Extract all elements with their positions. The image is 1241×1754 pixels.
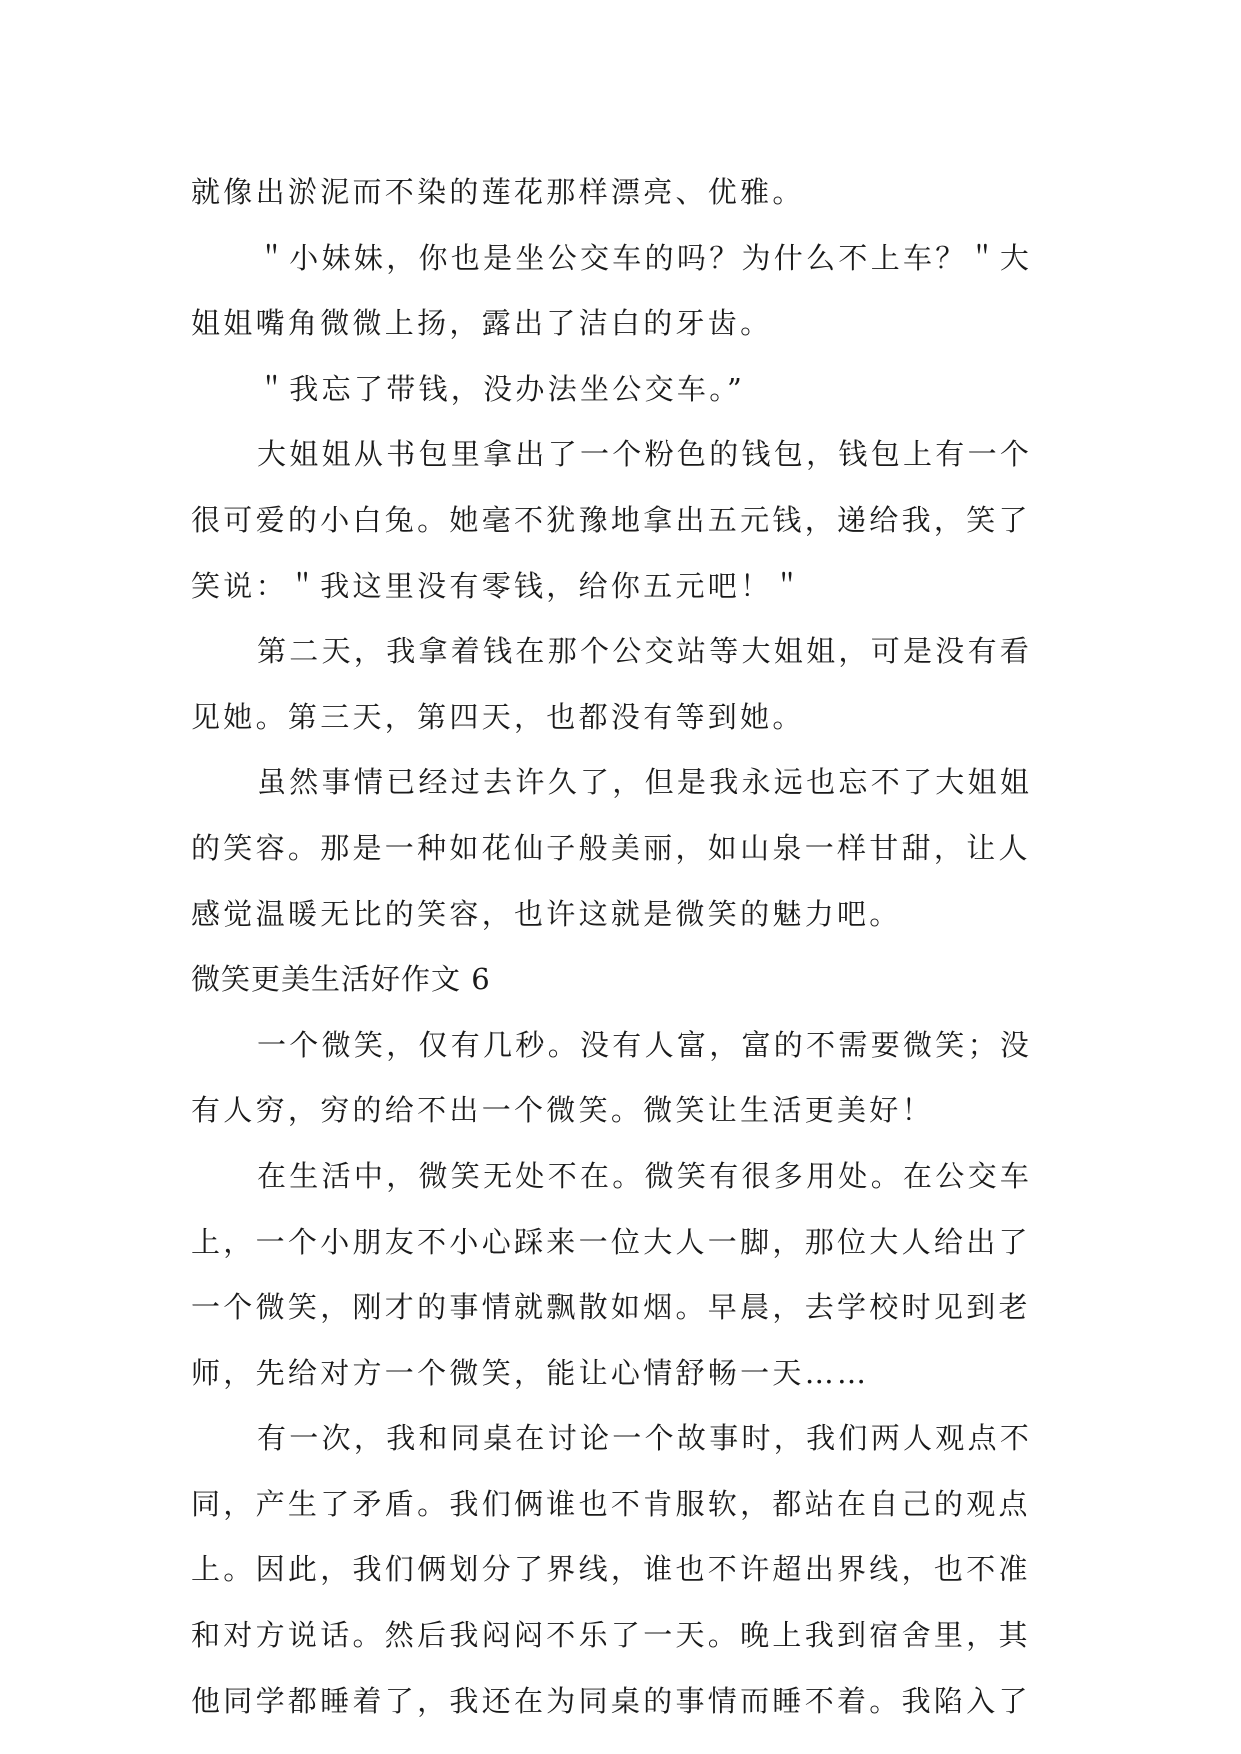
text-line: 有一次，我和同桌在讨论一个故事时，我们两人观点不 xyxy=(257,1421,1033,1456)
section-heading: 微笑更美生活好作文 6 xyxy=(191,962,491,997)
text-line: 大姐姐从书包里拿出了一个粉色的钱包，钱包上有一个 xyxy=(257,437,1033,472)
text-line: 他同学都睡着了，我还在为同桌的事情而睡不着。我陷入了 xyxy=(191,1683,1031,1718)
text-line: 的笑容。那是一种如花仙子般美丽，如山泉一样甘甜，让人 xyxy=(191,830,1031,865)
text-line: ＂小妹妹，你也是坐公交车的吗？为什么不上车？＂大 xyxy=(257,240,1033,275)
document-body xyxy=(191,160,1051,1734)
text-line: 在生活中，微笑无处不在。微笑有很多用处。在公交车 xyxy=(257,1158,1033,1193)
text-line: 第二天，我拿着钱在那个公交站等大姐姐，可是没有看 xyxy=(257,634,1033,669)
text-line: 一个微笑，仅有几秒。没有人富，富的不需要微笑；没 xyxy=(257,1027,1033,1062)
text-line: 很可爱的小白兔。她毫不犹豫地拿出五元钱，递给我，笑了 xyxy=(191,502,1031,537)
text-line: 和对方说话。然后我闷闷不乐了一天。晚上我到宿舍里，其 xyxy=(191,1618,1031,1653)
text-line: 姐姐嘴角微微上扬，露出了洁白的牙齿。 xyxy=(191,306,773,341)
text-line: 一个微笑，刚才的事情就飘散如烟。早晨，去学校时见到老 xyxy=(191,1290,1031,1325)
text-line: 见她。第三天，第四天，也都没有等到她。 xyxy=(191,699,805,734)
text-line: 就像出淤泥而不染的莲花那样漂亮、优雅。 xyxy=(191,175,805,209)
text-line: 有人穷，穷的给不出一个微笑。微笑让生活更美好！ xyxy=(191,1093,934,1128)
text-line: 师，先给对方一个微笑，能让心情舒畅一天…… xyxy=(191,1355,870,1390)
text-line: 上，一个小朋友不小心踩来一位大人一脚，那位大人给出了 xyxy=(191,1224,1031,1259)
text-line: 笑说：＂我这里没有零钱，给你五元吧！＂ xyxy=(191,568,805,603)
text-line: 虽然事情已经过去许久了，但是我永远也忘不了大姐姐 xyxy=(257,765,1033,800)
text-line: 感觉温暖无比的笑容，也许这就是微笑的魅力吧。 xyxy=(191,896,902,931)
text-line: 同，产生了矛盾。我们俩谁也不肯服软，都站在自己的观点 xyxy=(191,1486,1031,1521)
text-line: ＂我忘了带钱，没办法坐公交车。” xyxy=(257,371,746,406)
text-line: 上。因此，我们俩划分了界线，谁也不许超出界线，也不准 xyxy=(191,1552,1031,1587)
